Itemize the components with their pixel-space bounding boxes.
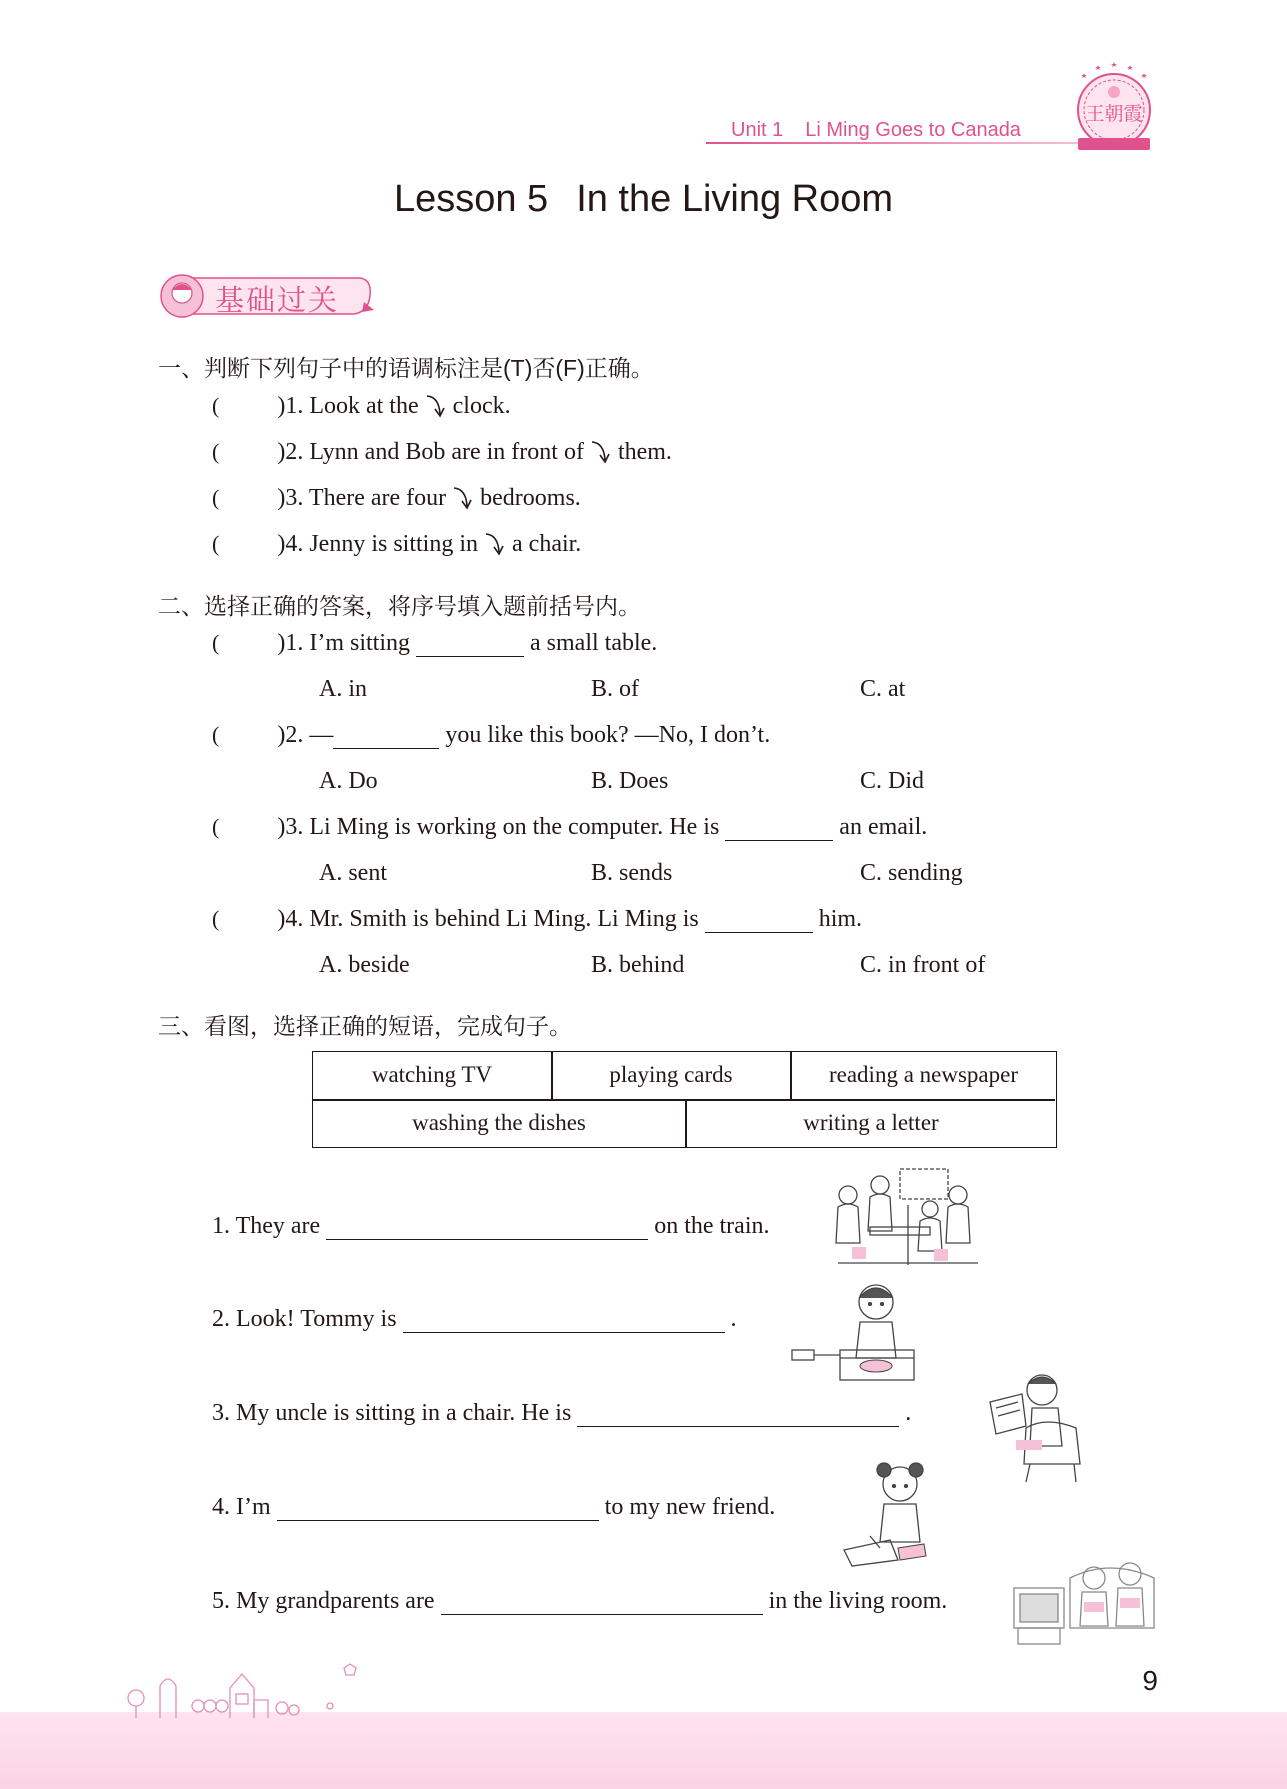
part1-item: ( )2. Lynn and Bob are in front of them. bbox=[212, 439, 672, 465]
part2-question: ( )2. — you like this book? —No, I don’t. bbox=[212, 722, 771, 748]
option: B. Does bbox=[591, 768, 669, 794]
part3-heading: 三、看图，选择正确的短语，完成句子。 bbox=[158, 1013, 572, 1039]
lesson-number: Lesson 5 bbox=[393, 178, 549, 220]
part3-sentence: 4. I’m to my new friend. bbox=[212, 1494, 776, 1520]
phrase-cell: writing a letter bbox=[803, 1110, 939, 1135]
house-trees-decoration bbox=[118, 1650, 418, 1720]
answer-blank[interactable] bbox=[277, 1496, 599, 1521]
option: C. Did bbox=[860, 768, 925, 794]
train-card-players-illustration bbox=[818, 1165, 983, 1268]
answer-blank[interactable] bbox=[326, 1215, 648, 1240]
falling-intonation-icon bbox=[452, 485, 474, 511]
phrase-cell: washing the dishes bbox=[412, 1110, 586, 1135]
boy-washing-dishes-illustration bbox=[788, 1280, 916, 1386]
answer-blank[interactable] bbox=[705, 908, 813, 933]
answer-blank[interactable] bbox=[403, 1308, 725, 1333]
part3-sentence: 2. Look! Tommy is . bbox=[212, 1306, 737, 1332]
page-number: 9 bbox=[1142, 1665, 1158, 1696]
option: C. in front of bbox=[860, 952, 986, 978]
falling-intonation-icon bbox=[425, 393, 447, 419]
brand-logo bbox=[1068, 62, 1156, 154]
girl-writing-letter-illustration bbox=[840, 1452, 948, 1568]
part1-item: ( )1. Look at the clock. bbox=[212, 393, 511, 419]
svg-text:王朝霞: 王朝霞 bbox=[1085, 103, 1143, 125]
uncle-reading-newspaper-illustration bbox=[986, 1368, 1086, 1486]
option: B. behind bbox=[591, 952, 685, 978]
option: A. in bbox=[319, 676, 367, 702]
phrase-cell: reading a newspaper bbox=[828, 1062, 1019, 1087]
part3-sentence: 3. My uncle is sitting in a chair. He is . bbox=[212, 1400, 912, 1426]
falling-intonation-icon bbox=[590, 439, 612, 465]
phrase-cell: watching TV bbox=[371, 1062, 493, 1087]
section-banner-text: 基础过关 bbox=[215, 285, 340, 317]
part2-question: ( )1. I’m sitting a small table. bbox=[212, 630, 658, 656]
answer-blank[interactable] bbox=[441, 1590, 763, 1615]
part3-sentence: 5. My grandparents are in the living room. bbox=[212, 1588, 948, 1614]
lesson-name: In the Living Room bbox=[576, 178, 894, 220]
footer-band bbox=[0, 1712, 1287, 1789]
grandparents-watching-tv-illustration bbox=[1010, 1548, 1158, 1648]
option: A. sent bbox=[319, 860, 387, 886]
part1-heading: 一、判断下列句子中的语调标注是(T)否(F)正确。 bbox=[158, 355, 654, 381]
part1-item: ( )4. Jenny is sitting in a chair. bbox=[212, 531, 582, 557]
option: C. at bbox=[860, 676, 906, 702]
option: B. of bbox=[591, 676, 639, 702]
part1-item: ( )3. There are four bedrooms. bbox=[212, 485, 581, 511]
part2-question: ( )4. Mr. Smith is behind Li Ming. Li Ming is him. bbox=[212, 906, 863, 932]
part2-heading: 二、选择正确的答案，将序号填入题前括号内。 bbox=[158, 593, 641, 619]
option: B. sends bbox=[591, 860, 673, 886]
answer-blank[interactable] bbox=[725, 816, 833, 841]
falling-intonation-icon bbox=[484, 531, 506, 557]
lesson-title bbox=[0, 178, 1287, 221]
option: A. beside bbox=[319, 952, 410, 978]
answer-blank[interactable] bbox=[333, 724, 439, 749]
option: C. sending bbox=[860, 860, 963, 886]
answer-blank[interactable] bbox=[416, 632, 524, 657]
running-header bbox=[731, 119, 1021, 142]
unit-label: Unit 1 bbox=[731, 119, 784, 141]
part3-sentence: 1. They are on the train. bbox=[212, 1213, 770, 1239]
option: A. Do bbox=[319, 768, 378, 794]
unit-title: Li Ming Goes to Canada bbox=[805, 119, 1021, 141]
part2-question: ( )3. Li Ming is working on the computer. He is an email. bbox=[212, 814, 928, 840]
answer-blank[interactable] bbox=[577, 1402, 899, 1427]
phrase-cell: playing cards bbox=[609, 1062, 733, 1087]
phrase-table bbox=[312, 1051, 1057, 1148]
header-rule bbox=[706, 142, 1086, 144]
